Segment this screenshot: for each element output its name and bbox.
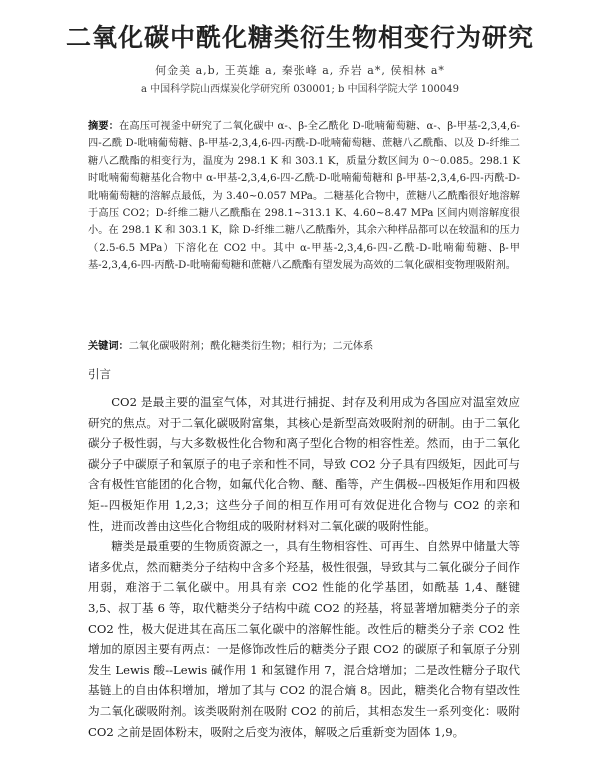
paper-title: 二氧化碳中酰化糖类衍生物相变行为研究 [65, 23, 534, 52]
section-title-introduction: 引言 [88, 367, 111, 381]
author-list: 何金美 a,b, 王英雄 a, 秦张峰 a, 乔岩 a*, 侯相林 a* [155, 64, 445, 77]
abstract [88, 118, 520, 275]
keywords-label: 关键词： [88, 340, 129, 352]
abstract-text: 在高压可视釜中研究了二氧化碳中 α-、β-全乙酰化 D-吡喃葡萄糖、α-、β-甲基-2,3,4,6-四-乙酰 D-吡喃葡萄糖、β-甲基-2,3,4,6-四-丙酰-D-吡喃葡萄糖、蔗糖八乙酰酯、以及 D-纤维二糖八乙酰酯的相变行为，温度为 298.1 K 和 303.1 K，质量分数区间为 0～0.085。298.1 K 时吡喃葡萄糖基化合物中 α-甲基-2,3,4,6-四-乙酰-D-吡喃葡萄糖和 β-甲基-2,3,4,6-四-丙酰-D-吡喃葡萄糖的溶解点最低，为 3.40~0.057 MPa。二糖基化合物中，蔗糖八乙酰酯很好地溶解于高压 CO2；D-纤维二糖八乙酰酯在 298.1~313.1 K、4.60~8.47 MPa 区间内则溶解度很小。在 298.1 K 和 303.1 K，除 D-纤维二糖八乙酰酯外，其余六种样品都可以在较温和的压力（2.5-6.5 MPa）下溶化在 CO2 中。其中 α-甲基-2,3,4,6-四-乙酰-D-吡喃葡萄糖、β-甲基-2,3,4,6-四-丙酰-D-吡喃葡萄糖和蔗糖八乙酰酯有望发展为高效的二氧化碳相变物理吸附剂。 [88, 121, 520, 272]
paragraph: CO2 是最主要的温室气体，对其进行捕捉、封存及利用成为各国应对温室效应研究的焦点。对于二氧化碳吸附富集，其核心是新型高效吸附剂的研制。由于二氧化碳分子极性弱，与大多数极性化合物和离子型化合物的相容性差。然而，由于二氧化碳分子中碳原子和氧原子的电子亲和性不同，导致 CO2 分子具有四级矩，因此可与含有极性官能团的化合物，如氟代化合物、醚、酯等，产生偶极--四极矩作用和四极矩--四极矩作用 1,2,3；这些分子间的相互作用可有效促进化合物与 CO2 的亲和性，进而改善由这些化合物组成的吸附材料对二氧化碳的吸附性能。 [88, 395, 520, 533]
keywords-text: 二氧化碳吸附剂；酰化糖类衍生物；相行为；二元体系 [128, 341, 374, 352]
affiliation: a 中国科学院山西煤炭化学研究所 030001; b 中国科学院大学 100049 [141, 84, 459, 95]
introduction-body [88, 392, 520, 742]
abstract-label: 摘要： [88, 120, 120, 132]
paragraph: 糖类是最重要的生物质资源之一，具有生物相容性、可再生、自然界中储量大等诸多优点，然而糖类分子结构中含多个羟基，极性很强，导致其与二氧化碳分子间作用弱，难溶于二氧化碳中。用具有亲 CO2 性能的化学基团，如酰基 1,4、醚键 3,5、叔丁基 6 等，取代糖类分子结构中疏 CO2 的羟基，将显著增加糖类分子的亲 CO2 性，极大促进其在高压二氧化碳中的溶解性能。改性后的糖类分子亲 CO2 性增加的原因主要有两点：一是修饰改性后的糖类分子跟 CO2 的碳原子和氧原子分别发生 Lewis 酸--Lewis 碱作用 1 和氢键作用 7，混合焓增加；二是改性糖分子取代基链上的自由体积增加，增加了其与 CO2 的混合熵 8。因此，糖类化合物有望改性为二氧化碳吸附剂。该类吸附剂在吸附 CO2 的前后，其相态发生一系列变化：吸附 CO2 之前是固体粉末，吸附之后变为液体，解吸之后重新变为固体 1,9。 [88, 539, 520, 739]
keywords [88, 338, 520, 355]
